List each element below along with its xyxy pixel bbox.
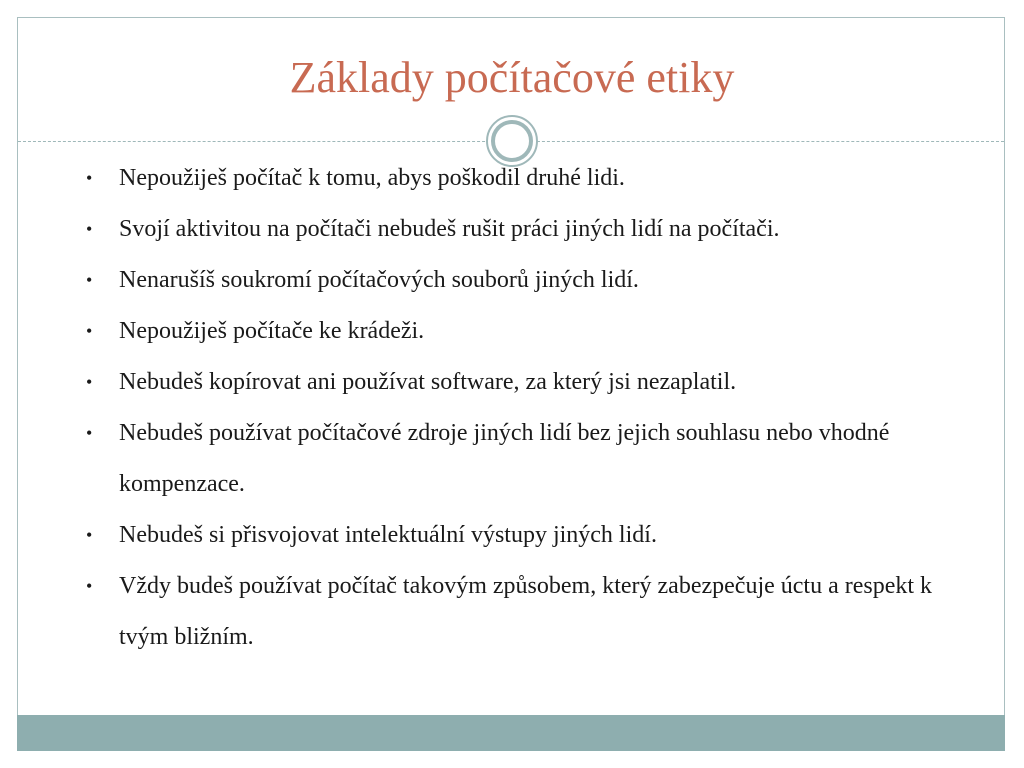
bullet-icon: •	[86, 525, 93, 545]
list-item	[86, 204, 976, 255]
bullet-icon: •	[86, 372, 93, 392]
slide-title: Základy počítačové etiky	[289, 53, 735, 102]
list-item	[86, 510, 976, 561]
list-item-text: Vždy budeš používat počítač takovým způsobem, který zabezpečuje úctu a respekt k tvým bližním.	[119, 573, 933, 650]
list-item-text: Nepoužiješ počítač k tomu, abys poškodil druhé lidi.	[119, 165, 625, 191]
bullet-icon: •	[86, 321, 93, 341]
list-item	[86, 561, 976, 663]
bullet-list	[86, 153, 976, 663]
footer-band	[17, 715, 1005, 751]
list-item-text: Nenarušíš soukromí počítačových souborů jiných lidí.	[119, 267, 639, 293]
list-item-text: Nebudeš kopírovat ani používat software, za který jsi nezaplatil.	[119, 369, 737, 395]
list-item-text: Svojí aktivitou na počítači nebudeš rušit práci jiných lidí na počítači.	[119, 216, 780, 242]
list-item	[86, 153, 976, 204]
list-item-text: Nebudeš používat počítačové zdroje jiných lidí bez jejich souhlasu nebo vhodné kompenzace.	[119, 420, 890, 497]
bullet-icon: •	[86, 270, 93, 290]
list-item	[86, 255, 976, 306]
list-item	[86, 306, 976, 357]
list-item-text: Nepoužiješ počítače ke krádeži.	[119, 318, 425, 344]
list-item	[86, 408, 976, 510]
list-item-text: Nebudeš si přisvojovat intelektuální výstupy jiných lidí.	[119, 522, 657, 548]
bullet-icon: •	[86, 423, 93, 443]
bullet-icon: •	[86, 576, 93, 596]
bullet-icon: •	[86, 219, 93, 239]
bullet-icon: •	[86, 168, 93, 188]
list-item	[86, 357, 976, 408]
